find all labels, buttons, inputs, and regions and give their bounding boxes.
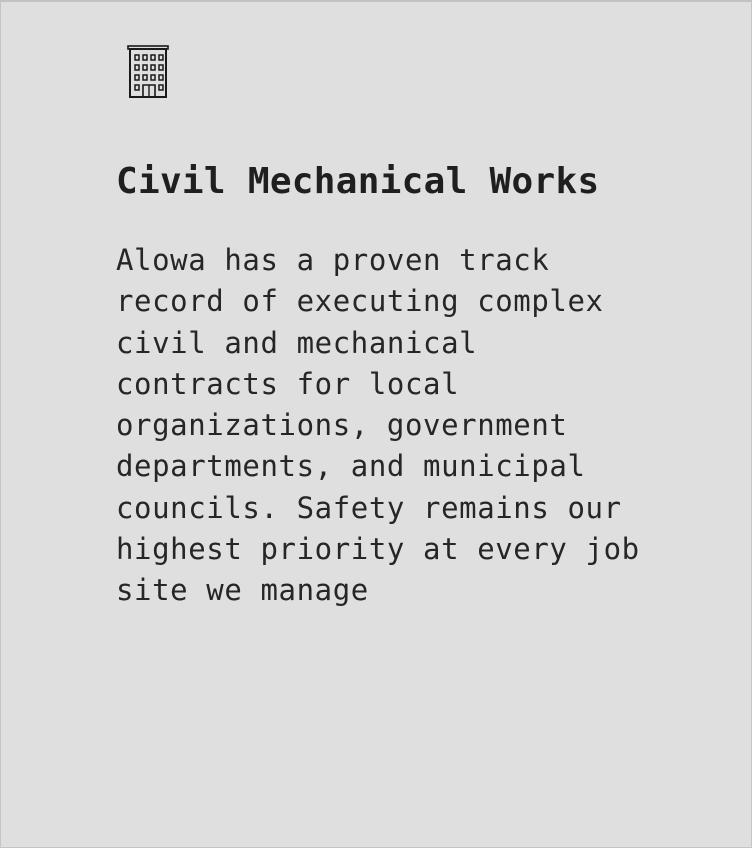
office-building-icon [127,45,171,101]
card-title: Civil Mechanical Works [116,161,600,202]
card-description: Alowa has a proven track record of executing complex civil and mechanical contracts for local organizations, government departments, and municipal councils. Safety remains our highest priority at every job site we manage [116,243,640,608]
